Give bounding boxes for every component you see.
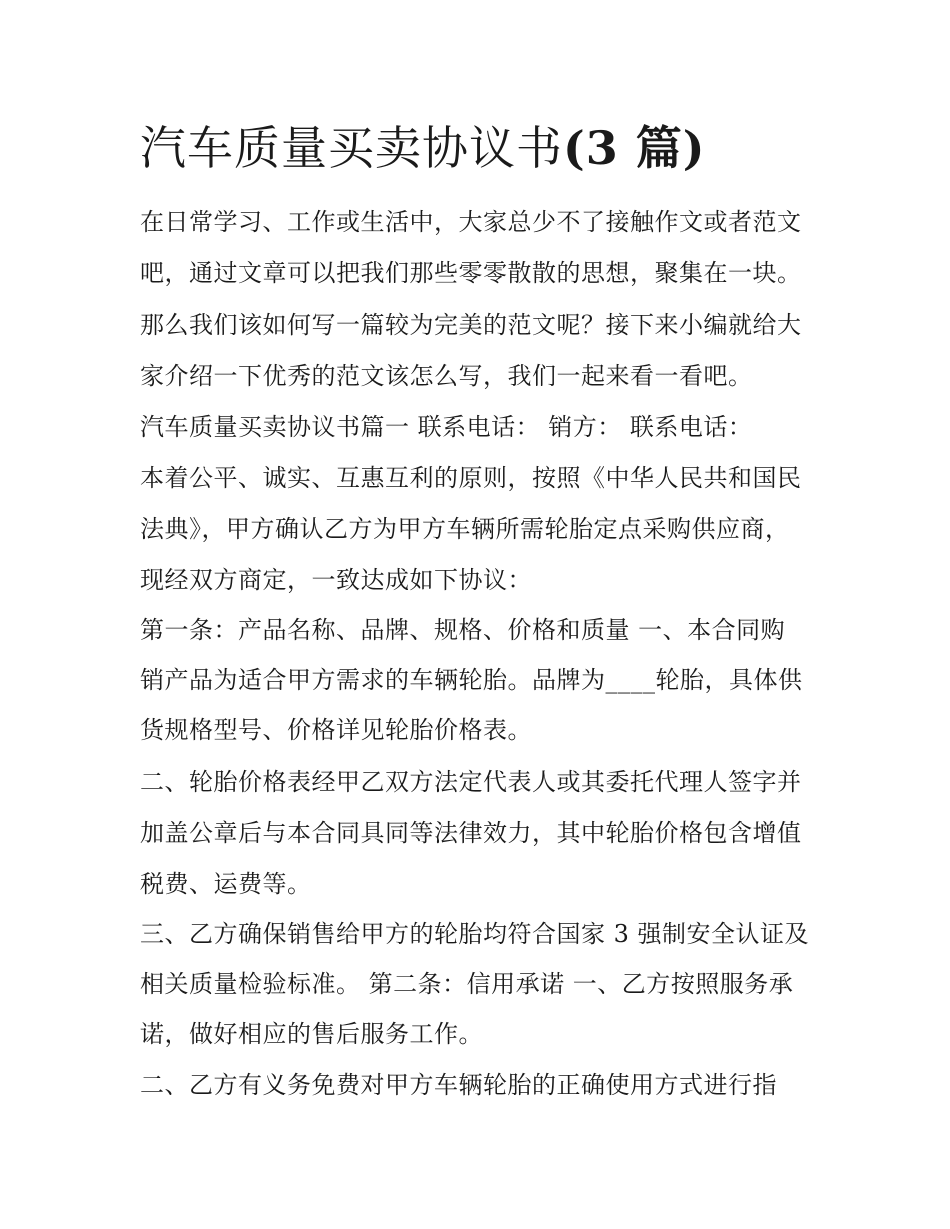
body-line: 相关质量检验标准。 第二条：信用承诺 一、乙方按照服务承 <box>140 970 794 998</box>
body-line: 三、乙方确保销售给甲方的轮胎均符合国家 3 强制安全认证及 <box>140 920 810 948</box>
body-line: 诺，做好相应的售后服务工作。 <box>140 1020 483 1048</box>
body-line: 第一条：产品名称、品牌、规格、价格和质量 一、本合同购 <box>140 616 786 644</box>
body-line: 二、乙方有义务免费对甲方车辆轮胎的正确使用方式进行指 <box>140 1071 777 1099</box>
title-suffix: (3 篇) <box>563 121 706 175</box>
body-line: 法典》，甲方确认乙方为甲方车辆所需轮胎定点采购供应商， <box>140 515 790 543</box>
body-line: 家介绍一下优秀的范文该怎么写，我们一起来看一看吧。 <box>140 362 753 390</box>
body-line: 货规格型号、价格详见轮胎价格表。 <box>140 716 532 744</box>
body-line: 在日常学习、工作或生活中，大家总少不了接触作文或者范文 <box>140 208 802 236</box>
body-line: 二、轮胎价格表经甲乙双方法定代表人或其委托代理人签字并 <box>140 768 802 796</box>
title-main: 汽车质量买卖协议书 <box>140 121 563 175</box>
body-line: 加盖公章后与本合同具同等法律效力，其中轮胎价格包含增值 <box>140 819 802 847</box>
body-line: 汽车质量买卖协议书篇一 联系电话： 销方： 联系电话： <box>140 413 753 441</box>
body-line: 本着公平、诚实、互惠互利的原则，按照《中华人民共和国民 <box>140 464 802 492</box>
document-title <box>140 118 840 178</box>
body-line: 那么我们该如何写一篇较为完美的范文呢？接下来小编就给大 <box>140 311 802 339</box>
body-line: 税费、运费等。 <box>140 870 312 898</box>
body-line: 现经双方商定，一致达成如下协议： <box>140 566 532 594</box>
body-line: 销产品为适合甲方需求的车辆轮胎。品牌为____轮胎，具体供 <box>140 666 803 694</box>
body-line: 吧，通过文章可以把我们那些零零散散的思想，聚集在一块。 <box>140 259 802 287</box>
